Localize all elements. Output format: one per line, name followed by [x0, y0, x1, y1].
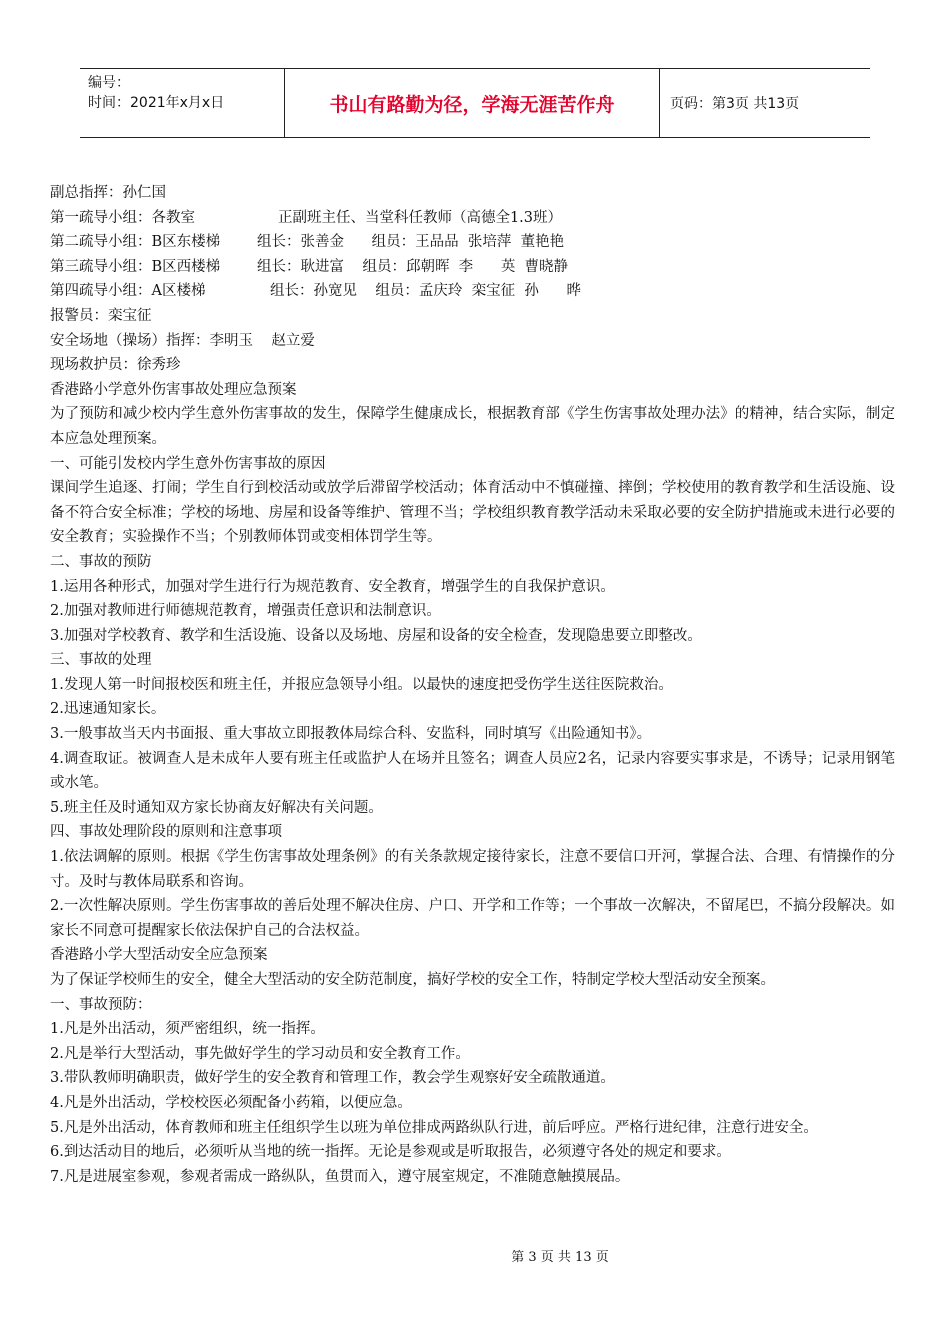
list-item: 6.到达活动目的地后，必须听从当地的统一指挥。无论是参观或是听取报告，必须遵守各处的规定和要求。 — [50, 1144, 731, 1161]
section-title: 香港路小学意外伤害事故处理应急预案 — [50, 381, 297, 398]
roster-line: 现场救护员：徐秀珍 — [50, 357, 181, 374]
header-motto: 书山有路勤为径，学海无涯苦作舟 — [284, 69, 660, 137]
document-number: 编号： — [88, 75, 130, 91]
document-date: 时间：2021年x月x日 — [88, 95, 225, 111]
section-heading: 二、事故的预防 — [50, 553, 152, 570]
section-heading: 三、事故的处理 — [50, 652, 152, 669]
roster-line: 第三疏导小组：B区西楼梯 组长：耿进富 组员：邱朝晖 李 英 曹晓静 — [50, 258, 569, 275]
list-item: 2.一次性解决原则。学生伤害事故的善后处理不解决住房、户口、开学和工作等；一个事故一次解决，不留尾巴，不搞分段解决。如家长不同意可提醒家长依法保护自己的合法权益。 — [50, 898, 895, 939]
list-item: 3.一般事故当天内书面报、重大事故立即报教体局综合科、安监科，同时填写《出险通知书》。 — [50, 726, 652, 743]
document-body — [50, 181, 895, 1189]
page-header — [80, 68, 870, 138]
list-item: 2.迅速通知家长。 — [50, 701, 166, 718]
list-item: 1.依法调解的原则。根据《学生伤害事故处理条例》的有关条款规定接待家长，注意不要信口开河，掌握合法、合理、有情操作的分寸。及时与教体局联系和咨询。 — [50, 849, 895, 890]
roster-line: 第一疏导小组：各教室 正副班主任、当堂科任教师（高德全1.3班） — [50, 209, 563, 226]
list-item: 1.运用各种形式，加强对学生进行行为规范教育、安全教育，增强学生的自我保护意识。 — [50, 578, 615, 595]
section-heading: 一、事故预防： — [50, 996, 152, 1013]
paragraph: 为了保证学校师生的安全，健全大型活动的安全防范制度，搞好学校的安全工作，特制定学校大型活动安全预案。 — [50, 972, 775, 988]
page-footer — [0, 1246, 950, 1265]
roster-line: 副总指挥：孙仁国 — [50, 185, 166, 201]
header-info — [80, 69, 284, 137]
roster-line: 报警员：栾宝征 — [50, 307, 152, 324]
list-item: 2.凡是举行大型活动，事先做好学生的学习动员和安全教育工作。 — [50, 1045, 470, 1062]
paragraph: 为了预防和减少校内学生意外伤害事故的发生，保障学生健康成长，根据教育部《学生伤害事故处理办法》的精神，结合实际，制定本应急处理预案。 — [50, 406, 895, 447]
roster-line: 第二疏导小组：B区东楼梯 组长：张善金 组员：王品品 张培萍 董艳艳 — [50, 234, 565, 251]
list-item: 1.凡是外出活动，须严密组织，统一指挥。 — [50, 1021, 325, 1038]
roster-line: 第四疏导小组：A区楼梯 组长：孙宽见 组员：孟庆玲 栾宝征 孙 晔 — [50, 283, 582, 300]
section-heading: 一、可能引发校内学生意外伤害事故的原因 — [50, 455, 326, 472]
section-title: 香港路小学大型活动安全应急预案 — [50, 947, 268, 964]
list-item: 5.班主任及时通知双方家长协商友好解决有关问题。 — [50, 799, 383, 816]
list-item: 1.发现人第一时间报校医和班主任，并报应急领导小组。以最快的速度把受伤学生送往医院救治。 — [50, 676, 673, 693]
paragraph: 课间学生追逐、打闹；学生自行到校活动或放学后滞留学校活动；体育活动中不慎碰撞、摔倒；学校使用的教育教学和生活设施、设备不符合安全标准；学校的场地、房屋和设备等维护、管理不当；学校组织教育教学活动未采取必要的安全防护措施或未进行必要的安全教育；实验操作不当；个别教师体罚或变相体罚学生等。 — [50, 480, 895, 546]
footer-page-number: 第 3 页 共 13 页 — [511, 1250, 609, 1265]
list-item: 7.凡是进展室参观，参观者需成一路纵队，鱼贯而入，遵守展室规定，不准随意触摸展品。 — [50, 1168, 630, 1185]
header-page-number: 页码：第3页 共13页 — [670, 96, 800, 112]
list-item: 3.加强对学校教育、教学和生活设施、设备以及场地、房屋和设备的安全检查，发现隐患要立即整改。 — [50, 627, 702, 644]
list-item: 4.调查取证。被调查人是未成年人要有班主任或监护人在场并且签名；调查人员应2名，记录内容要实事求是，不诱导；记录用钢笔或水笔。 — [50, 750, 895, 792]
list-item: 5.凡是外出活动，体育教师和班主任组织学生以班为单位排成两路纵队行进，前后呼应。严格行进纪律，注意行进安全。 — [50, 1119, 818, 1136]
list-item: 2.加强对教师进行师德规范教育，增强责任意识和法制意识。 — [50, 603, 441, 620]
section-heading: 四、事故处理阶段的原则和注意事项 — [50, 824, 282, 841]
roster-line: 安全场地（操场）指挥：李明玉 赵立爱 — [50, 332, 315, 349]
list-item: 3.带队教师明确职责，做好学生的安全教育和管理工作，教会学生观察好安全疏散通道。 — [50, 1070, 615, 1087]
list-item: 4.凡是外出活动，学校校医必须配备小药箱，以便应急。 — [50, 1094, 412, 1111]
